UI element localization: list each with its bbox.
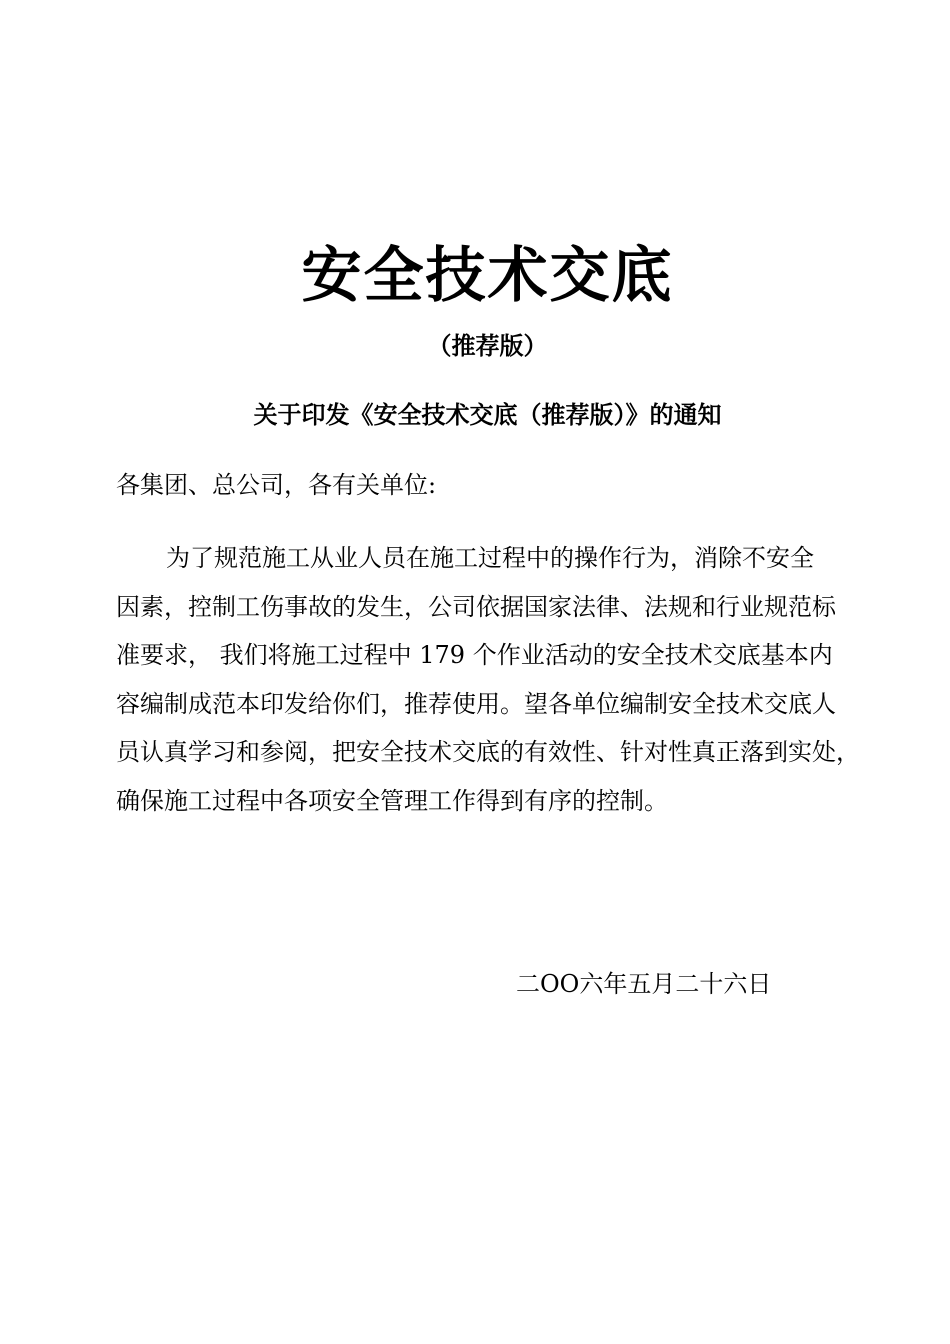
body-line: 确保施工过程中各项安全管理工作得到有序的控制。 xyxy=(116,786,668,815)
body-line: 员认真学习和参阅，把安全技术交底的有效性、针对性真正落到实处， xyxy=(116,738,860,766)
document-title: 安全技术交底 xyxy=(301,241,674,311)
body-line: 为了规范施工从业人员在施工过程中的操作行为，消除不安全 xyxy=(166,544,814,572)
body-line: 容编制成范本印发给你们，推荐使用。望各单位编制安全技术交底人 xyxy=(116,689,836,718)
notice-body xyxy=(116,534,876,825)
issue-date: 二OO六年五月二十六日 xyxy=(516,970,772,998)
body-line: 因素，控制工伤事故的发生，公司依据国家法律、法规和行业规范标 xyxy=(116,592,836,621)
document-subtitle: （推荐版） xyxy=(427,332,548,360)
salutation: 各集团、总公司，各有关单位: xyxy=(116,471,437,499)
body-line: 准要求， 我们将施工过程中 179 个作业活动的安全技术交底基本内 xyxy=(116,641,833,669)
notice-heading: 关于印发《安全技术交底（推荐版）》的通知 xyxy=(253,401,722,429)
